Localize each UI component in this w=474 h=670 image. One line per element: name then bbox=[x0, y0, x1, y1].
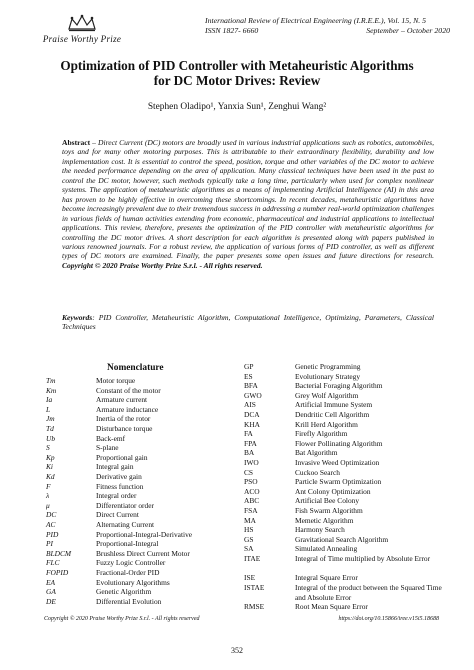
nomenclature-symbol: AC bbox=[46, 520, 56, 529]
nomenclature-description: Integral gain bbox=[96, 462, 134, 472]
nomenclature-description: Direct Current bbox=[96, 510, 139, 520]
nomenclature-symbol: FPA bbox=[244, 438, 257, 448]
nomenclature-description: Fitness function bbox=[96, 481, 144, 491]
nomenclature-description: Simulated Annealing bbox=[295, 544, 358, 554]
nomenclature-symbol: DCA bbox=[244, 410, 260, 419]
nomenclature-symbol: AIS bbox=[244, 400, 256, 410]
nomenclature-symbol: GA bbox=[46, 587, 56, 597]
nomenclature-description: Genetic Programming bbox=[295, 362, 361, 371]
nomenclature-description: Constant of the motor bbox=[96, 385, 161, 395]
nomenclature-symbol: ACO bbox=[244, 486, 260, 496]
footer-copyright: Copyright © 2020 Praise Worthy Prize S.r.l. - All rights reserved bbox=[44, 616, 200, 622]
nomenclature-description: Alternating Current bbox=[96, 520, 155, 529]
nomenclature-description: Proportional gain bbox=[96, 452, 148, 462]
nomenclature-symbol: λ bbox=[46, 491, 50, 501]
nomenclature-description: Root Mean Square Error bbox=[295, 602, 368, 611]
nomenclature-description: Armature current bbox=[96, 395, 148, 405]
nomenclature-description: Brushless Direct Current Motor bbox=[96, 548, 190, 558]
journal-header bbox=[205, 16, 450, 36]
nomenclature-description: Cuckoo Search bbox=[295, 467, 340, 477]
nomenclature-symbol: ITAE bbox=[244, 554, 261, 563]
nomenclature-symbol: F bbox=[46, 481, 51, 491]
page-footer bbox=[44, 616, 439, 622]
nomenclature-symbol: BFA bbox=[244, 381, 258, 391]
nomenclature-symbol: CS bbox=[244, 467, 254, 477]
nomenclature-description: Fuzzy Logic Controller bbox=[96, 558, 166, 568]
nomenclature-symbol: EA bbox=[46, 577, 56, 587]
nomenclature-symbol: DE bbox=[46, 596, 56, 606]
authors: Stephen Oladipo¹, Yanxia Sun¹, Zenghui Wang² bbox=[147, 102, 327, 112]
abstract-label: Abstract bbox=[62, 138, 91, 147]
nomenclature-description: Evolutionary Strategy bbox=[295, 371, 361, 381]
nomenclature-symbol: FLC bbox=[46, 558, 60, 568]
nomenclature-description: Integral of Time multiplied by Absolute Error bbox=[295, 554, 431, 563]
nomenclature-symbol: ES bbox=[244, 371, 253, 381]
nomenclature-symbol: FA bbox=[244, 429, 253, 439]
keywords-text: : PID Controller, Metaheuristic Algorithm, Computational Intelligence, Optimizing, Parameters, Classical Techniques bbox=[62, 313, 434, 332]
nomenclature-symbol: MA bbox=[244, 515, 256, 525]
nomenclature-description: Differentiator order bbox=[96, 500, 154, 510]
nomenclature-symbol: ISE bbox=[244, 573, 256, 583]
nomenclature-description: Gravitational Search Algorithm bbox=[295, 534, 389, 544]
nomenclature-symbol: IWO bbox=[244, 458, 259, 467]
nomenclature-description: Artificial Bee Colony bbox=[295, 496, 360, 506]
nomenclature-symbol: Kd bbox=[46, 472, 55, 481]
nomenclature-symbol: PSO bbox=[244, 477, 258, 487]
nomenclature-symbol: Ub bbox=[46, 433, 56, 443]
nomenclature-description: Differential Evolution bbox=[96, 596, 162, 606]
nomenclature-description: Integral order bbox=[96, 491, 137, 501]
nomenclature-description: Derivative gain bbox=[96, 472, 142, 481]
nomenclature-symbol: ISTAE bbox=[244, 582, 265, 592]
nomenclature-symbol: μ bbox=[46, 500, 50, 510]
nomenclature-description: S-plane bbox=[96, 443, 119, 453]
nomenclature-symbol: Km bbox=[46, 385, 57, 395]
nomenclature-symbol: FSA bbox=[244, 506, 258, 515]
publisher-logo bbox=[22, 14, 142, 48]
nomenclature-description: Firefly Algorithm bbox=[295, 429, 348, 439]
nomenclature-description: Fish Swarm Algorithm bbox=[295, 506, 363, 515]
nomenclature-symbol: Td bbox=[46, 424, 54, 433]
nomenclature-symbol: Ia bbox=[46, 395, 53, 405]
nomenclature-description: Inertia of the rotor bbox=[96, 414, 151, 424]
crown-icon bbox=[66, 14, 98, 32]
nomenclature-description: Integral of the product between the Squared Time and Absolute Error bbox=[295, 582, 442, 602]
nomenclature-description: Invasive Weed Optimization bbox=[295, 458, 380, 467]
nomenclature-description: Ant Colony Optimization bbox=[295, 486, 371, 496]
nomenclature-description: Bat Algorithm bbox=[295, 448, 338, 458]
abstract-copyright: Copyright © 2020 Praise Worthy Prize S.r.l. - All rights reserved. bbox=[62, 260, 263, 270]
nomenclature-description: Proportional-Integral bbox=[96, 539, 159, 549]
nomenclature-symbol: SA bbox=[244, 544, 254, 554]
nomenclature-symbol: GS bbox=[244, 534, 254, 544]
page-number: 352 bbox=[231, 646, 243, 655]
nomenclature-description: Armature inductance bbox=[96, 404, 159, 414]
paper-title bbox=[30, 58, 444, 88]
nomenclature-symbol: HS bbox=[244, 525, 254, 535]
nomenclature-description: Evolutionary Algorithms bbox=[96, 577, 170, 587]
logo-text: Praise Worthy Prize bbox=[42, 34, 122, 44]
nomenclature-symbol: S bbox=[46, 443, 50, 453]
nomenclature-description: Memetic Algorithm bbox=[295, 515, 354, 525]
nomenclature-symbol: Jm bbox=[46, 414, 55, 424]
nomenclature-description: Particle Swarm Optimization bbox=[295, 477, 382, 487]
nomenclature-symbol: DC bbox=[46, 510, 57, 520]
nomenclature-symbol: L bbox=[46, 404, 51, 414]
nomenclature-description: Grey Wolf Algorithm bbox=[295, 390, 359, 400]
nomenclature-description: Bacterial Foraging Algorithm bbox=[295, 381, 383, 391]
keywords bbox=[62, 313, 434, 332]
journal-date: September – October 2020 bbox=[366, 26, 450, 35]
nomenclature-description: Flower Pollinating Algorithm bbox=[295, 438, 383, 448]
nomenclature-symbol: RMSE bbox=[244, 602, 265, 611]
nomenclature-symbol: ABC bbox=[244, 496, 260, 506]
nomenclature-description: Harmony Search bbox=[295, 525, 345, 535]
abstract bbox=[62, 138, 434, 270]
nomenclature-title: Nomenclature bbox=[107, 363, 164, 373]
footer-doi: https://doi.org/10.15866/iree.v15i5.18688 bbox=[338, 616, 439, 622]
journal-name: International Review of Electrical Engineering (I.R.E.E.), Vol. 15, N. 5 bbox=[205, 16, 427, 25]
nomenclature-description: Proportional-Integral-Derivative bbox=[96, 529, 193, 539]
nomenclature-description: Fractional-Order PID bbox=[96, 568, 160, 577]
nomenclature-description: Disturbance torque bbox=[96, 424, 153, 433]
nomenclature-symbol: BA bbox=[244, 448, 255, 458]
keywords-label: Keywords bbox=[62, 313, 93, 322]
nomenclature-description: Krill Herd Algorithm bbox=[295, 419, 358, 429]
nomenclature-description: Back-emf bbox=[96, 433, 126, 443]
nomenclature-symbol: Kp bbox=[46, 452, 55, 462]
nomenclature-symbol: FOPID bbox=[46, 568, 69, 577]
nomenclature-description: Dendritic Cell Algorithm bbox=[295, 410, 370, 419]
nomenclature-description: Artificial Immune System bbox=[295, 400, 373, 410]
nomenclature-symbol: GP bbox=[244, 362, 254, 371]
nomenclature-symbol: Ki bbox=[46, 462, 53, 472]
nomenclature-symbol: PI bbox=[46, 539, 53, 549]
nomenclature-symbol: Tm bbox=[46, 376, 56, 385]
nomenclature-symbol: BLDCM bbox=[46, 548, 72, 558]
nomenclature-symbol: PID bbox=[46, 529, 59, 539]
nomenclature-description: Genetic Algorithm bbox=[96, 587, 152, 597]
nomenclature-symbol: GWO bbox=[244, 390, 262, 400]
nomenclature-description: Motor torque bbox=[96, 376, 136, 385]
title-line-2: for DC Motor Drives: Review bbox=[153, 73, 321, 88]
nomenclature-symbol: KHA bbox=[244, 419, 261, 429]
nomenclature-description: Integral Square Error bbox=[295, 573, 358, 583]
title-line-1: Optimization of PID Controller with Metaheuristic Algorithms bbox=[60, 58, 414, 73]
abstract-text: – Direct Current (DC) motors are broadly used in various industrial applications such as robotics, automobiles, toys and for many other motoring purposes. This is attributable to their extraordinary flexibility, durability and low implementation cost. It is essential to control the speed, position, torque and other variables of the DC motor to achieve the needed performance depending on the area of application. Many classical techniques have been used in the past to control the DC motor, however, such methods typically take a long time, particularly when used for complex nonlinear systems. The application of metaheuristic algorithms as a means of implementing Artificial Intelligence (AI) in this area has proven to be highly effective in overcoming these shortcomings. In recent decades, metaheuristic algorithms have become increasingly prevalent due to their tremendous success in addressing a number real-world optimization challenges in various fields of human activities extending from economic, pharmaceutical and industrial applications to intellectual applications. This review, therefore, presents the optimization of the PID controller with metaheuristic algorithms for controlling the DC motor drives. A short description for each algorithm is presented along with papers published in various renowned journals. For a robust review, the application of various forms of PID controller, as well as different types of DC motors are examined. Finally, the paper presents some open issues and future directions for research. bbox=[62, 138, 434, 261]
journal-issn: ISSN 1827- 6660 bbox=[205, 26, 259, 35]
